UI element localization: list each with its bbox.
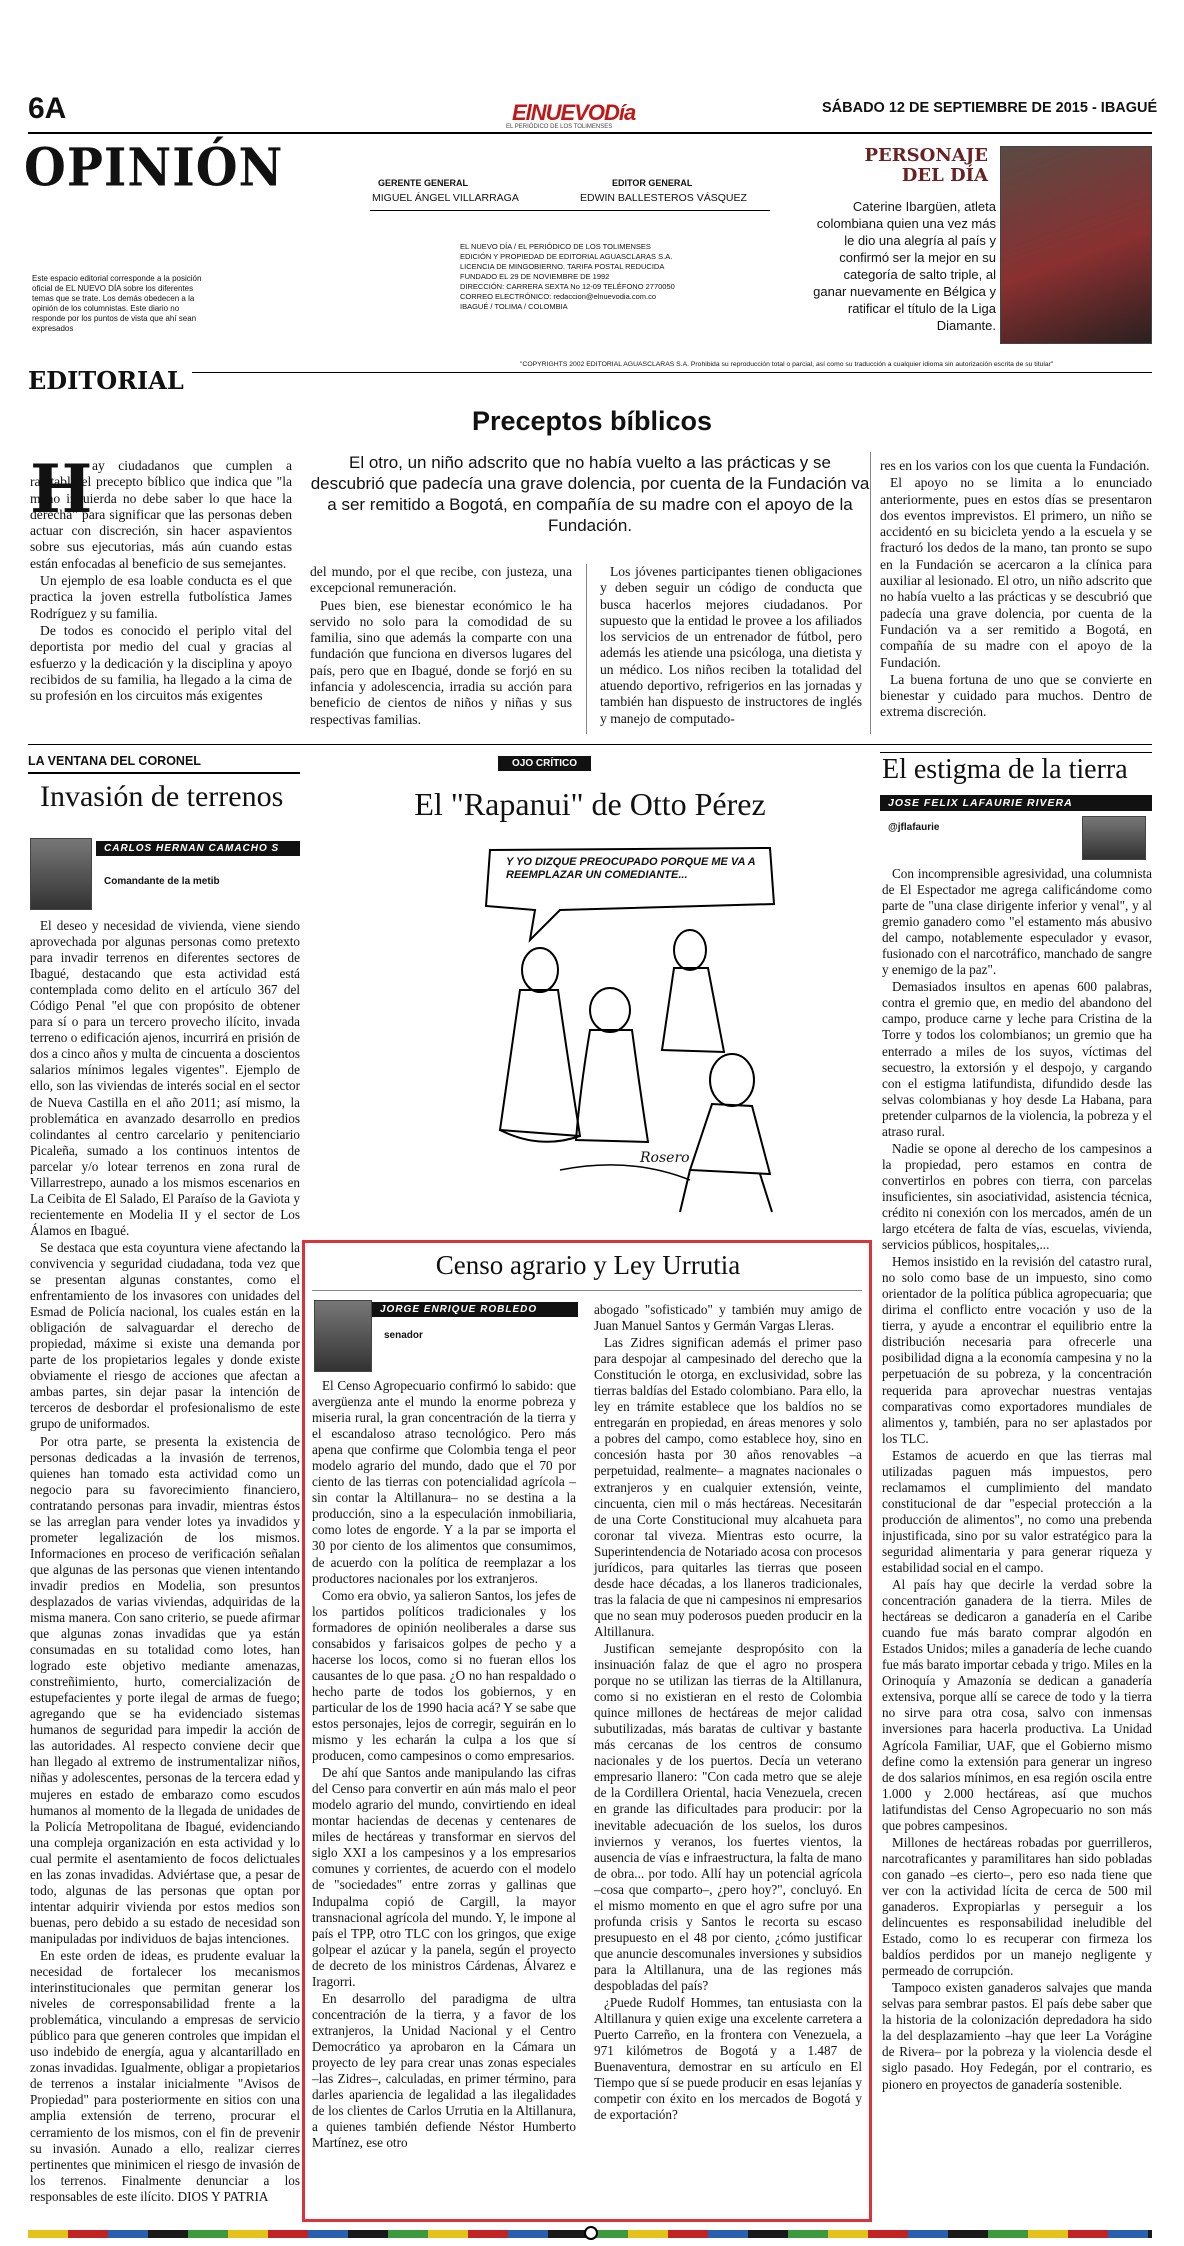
personaje-photo (1000, 146, 1152, 344)
estigma-twitter: @jflafaurie (888, 822, 940, 833)
masthead-gerente-name: MIGUEL ÁNGEL VILLARRAGA (372, 192, 519, 204)
masthead-gerente-label: GERENTE GENERAL (378, 178, 469, 188)
censo-author-photo (314, 1300, 372, 1372)
page-number: 6A (28, 92, 67, 125)
header-rule (28, 132, 1152, 134)
section-title: OPINIÓN (24, 137, 284, 199)
ventana-kicker: LA VENTANA DEL CORONEL (28, 754, 201, 768)
editorial-col-divider (586, 564, 587, 734)
censo-col-2: abogado "sofisticado" y también muy amigo de Juan Manuel Santos y Germán Vargas Lleras. Las Zidres significan además el primer paso para despojar al campesinado del derecho que la Constitución le otorga, en exclusividad, sobre las tierras baldías del Estado colombiano. Para ello, la ley en trámite establece que los baldíos no se entregarán en propiedad, en áreas menores y solo a pobres del campo, como establece hoy, sino en concesión hasta por 30 años renovables –a perpetuidad, realmente– a magnates nacionales o extranjeros y en cualquier extensión, veinte, cincuenta, cien mil o más hectáreas. Necesitarán de una Corte Constitucional muy alcahueta para coronar tal viveza. Mientras esto ocurre, la Superintendencia de Notariado acosa con procesos jurídicos, para quitarles las tierras que poseen desde hace décadas, a los llaneros tradicionales, tras la falacia de que ni campesinos ni empresarios que no sean muy poderosos pueden producir en la Altillanura. Justifican semejante despropósito con la insinuación falaz de que el agro no prospera porque no se utilizan las tierras de la Altillanura, como si no existieran en el resto de Colombia quince millones de hectáreas de mejor calidad subutilizadas, más baratas de cultivar y bastante más cercanas de los centros de consumo nacionales y de los puertos. Decía un veterano empresario llanero: "Con cada metro que se aleje de la Cordillera Oriental, hacia Venezuela, crecen en grande las dificultades para producir: por la inevitable adecuación de los suelos, los duros inviernos y veranos, los fuertes vientos, la ausencia de vías e infraestructura, la falta de mano de obra... por todo. Allí hay un potencial agrícola –cosa que comparto–, ¿pero hoy?", concluyó. En el mismo momento en que el agro sufre por una profunda crisis y Santos le recorta su escaso presupuesto en el 48 por ciento, ¿cómo justificar que anuncie descomunales inversiones y subsidios para la Altillanura, una de las regiones más despobladas del país? ¿Puede Rudolf Hommes, tan entusiasta con la Altillanura y quien exige una excelente carretera a Puerto Carreño, en la frontera con Venezuela, a 971 kilómetros de Bogotá y a 1.487 de Buenaventura, demostrar en su artículo en El Tiempo que sí se puede producir en esas lejanías y competir con éxito en los mercados de Bogotá y de exportación? (594, 1302, 862, 2123)
ventana-author-role: Comandante de la metib (104, 876, 220, 887)
brand-logo: ElNUEVODía (512, 100, 636, 125)
issue-date: SÁBADO 12 DE SEPTIEMBRE DE 2015 - IBAGUÉ (822, 100, 1158, 116)
editorial-col-4: res en los varios con los que cuenta la Fundación. El apoyo no se limita a lo enunciado anteriormente, pues en estos días se presentaron dos eventos imprevistos. El primero, un niño se accidentó en su bicicleta yendo a la escuela y se fracturó los dedos de la mano, tan pronto se supo en la Fundación se acercaron a la clínica para auxiliar al lesionado. El otro, un niño adscrito que no había vuelto a las prácticas y se descubrió que padecía una grave dolencia, por cuenta de la Fundación va a ser remitido a Bogotá, en compañía de su madre con el apoyo de la Fundación. La buena fortuna de uno que se convierte en bienestar y cuidado para muchos. Dentro de extrema discreción. (880, 458, 1152, 720)
editorial-col-divider (870, 452, 871, 734)
editorial-col-2: del mundo, por el que recibe, con justeza, una excepcional remuneración. Pues bien, ese bienestar económico le ha servido no solo para la comodidad de su familia, sino que además la comparte con una fundación que funciona en diversos lugares del país, pero que en Ibagué, donde se forjó en su infancia y adolescencia, irradia su acción para beneficio de cientos de niños y niñas y sus respectivas familias. (310, 564, 572, 727)
editorial-col-1: ay ciudadanos que cumplen a rajatabla el precepto bíblico que indica que "la mano izquierda no debe saber lo que hace la derecha" para significar que las personas deben actuar con discreción, sin hacer aspavientos sobre sus ejecutorias, más aún cuando estas están enfocadas al beneficio de sus semejantes. Un ejemplo de esa loable conducta es el que practica la joven estrella futbolística James Rodríguez y su familia. De todos es conocido el periplo vital del deportista por medio del cual y gracias al esfuerzo y la dedicación y la disciplina y apoyo recibidos de su familia, ha llegado a la cima de su profesión en los circuitos más exigentes (30, 458, 292, 704)
editorial-col-3: Los jóvenes participantes tienen obligaciones y deben seguir un código de conducta que busca hacerlos mejores ciudadanos. Por supuesto que la entidad le provee a los afiliados los servicios de un entrenador de fútbol, pero además les atiende una psicóloga, una dietista y un médico. Los niños reciben la totalidad del atuendo deportivo, refrigerios en las jornadas y también han dispuesto de instructores de inglés y manejo de computado- (600, 564, 862, 726)
censo-author: JORGE ENRIQUE ROBLEDO (372, 1302, 578, 1317)
registration-mark-icon (584, 2226, 598, 2240)
masthead-editor-name: EDWIN BALLESTEROS VÁSQUEZ (580, 192, 747, 204)
editorial-title: Preceptos bíblicos (471, 406, 713, 436)
estigma-title: El estigma de la tierra (882, 754, 1128, 785)
caricatura-title: El "Rapanui" de Otto Pérez (414, 786, 766, 822)
copyright-rule (28, 372, 1152, 373)
estigma-author: JOSE FELIX LAFAURIE RIVERA (880, 795, 1152, 811)
cartoon-drawing (440, 840, 820, 1220)
editorial-disclaimer: Este espacio editorial corresponde a la posición oficial de EL NUEVO DÍA sobre los diferentes temas que se trate. Los demás obedecen a la opinión de los columnistas. Este diario no responde por los puntos de vista que ahí sean expresados (32, 274, 202, 333)
masthead-rule (370, 210, 770, 211)
censo-title: Censo agrario y Ley Urrutia (435, 1250, 741, 1280)
estigma-top-rule (880, 752, 1152, 753)
ventana-author: CARLOS HERNAN CAMACHO S (96, 841, 300, 856)
cartoon (440, 840, 820, 1220)
estigma-body: Con incomprensible agresividad, una columnista de El Espectador me agrega calificándome como parte de "una clase dirigente inferior y venal", y al gremio ganadero como "el estamento más abusivo del campo, notablemente especulador y evasor, fusionado con el narcotráfico, manchado de sangre y enemigo de la paz". Demasiados insultos en apenas 600 palabras, contra el gremio que, en medio del abandono del campo, produce carne y leche para Cristina de la Torre y todos los colombianos; un gremio que ha enterrado a miles de los suyos, víctimas del secuestro, la extorsión y el despojo, y cargando con el estigma latifundista, difundido desde las selvas colombianas y hoy desde La Habana, para pretender culparnos de la violencia, la pobreza y el atraso rural. Nadie se opone al derecho de los campesinos a la propiedad, pero estamos en contra de convertirlos en pobres con tierra, con parcelas insuficientes, sin asociatividad, asistencia técnica, crédito ni conexión con los mercados, amén de un largo etcétera de falta de vías, escuelas, vivienda, servicios públicos, hospitales,... Hemos insistido en la revisión del catastro rural, no solo como base de un impuesto, sino como orientador de la política pública agropecuaria; que dirima el conflicto entre vocación y uso de la tierra, y ayude a encontrar el equilibrio entre la distribución necesaria para ofrecerle una posibilidad digna a la economía campesina y no la perpetuación de su pobreza, y la concentración requerida para aprovechar nuestras ventajas comparativas como exportadores mundiales de alimentos y, también, para no ser aplastados por los TLC. Estamos de acuerdo en que las tierras mal utilizadas paguen más impuestos, pero reclamamos el cumplimiento del mandato constitucional de dar "especial protección a la producción de alimentos", no como una prebenda injustificada, sino por su valor estratégico para la seguridad alimentaria y para generar riqueza y estabilidad social en el campo. Al país hay que decirle la verdad sobre la concentración ganadera de la tierra. Miles de hectáreas se dedicaron a ganadería en el Caribe cuando fue más barato comprar algodón en Estados Unidos; miles a ganadería de leche cuando fue más barato importar cebada y trigo. Miles en la Orinoquía y Amazonía se dedican a ganadería extensiva, porque allí se carece de todo y la tierra no sirve para otra cosa, salvo con inmensas inversiones para hacerla productiva. La Unidad Agrícola Familiar, UAF, que el Gobierno mismo define como la extensión para generar un ingreso de dos salarios mínimos, en esa región oscila entre 1.000 y 2.000 hectáreas, así que muchos latifundistas del Censo Agropecuario no son más que pobres campesinos. Millones de hectáreas robadas por guerrilleros, narcotraficantes y paramilitares han sido pobladas con ganado –es cierto–, pero eso nada tiene que ver con la actividad lícita de cerca de 500 mil ganaderos. Expropiarlas y perseguir a los delincuentes es responsabilidad ineludible del Estado, como lo es recuperar con firmeza los baldíos perdidos por un manejo negligente y permeado de corrupción. Tampoco existen ganaderos salvajes que manda selvas para sembrar pastos. El país debe saber que la historia de la colonización depredadora ha sido la del desplazamiento –hay que leer La Vorágine de Rivera– por la pobreza y la violencia desde el siglo pasado. Hoy Fedegán, por el contrario, es pionero en proyectos de ganadería sostenible. (882, 866, 1152, 2092)
personaje-text: Caterine Ibargüen, atleta colombiana quien una vez más le dio una alegría al país y confirmó ser la mejor en su categoría de salto triple, al ganar nuevamente en Bélgica y ratificar el título de la Liga Diamante. (813, 199, 996, 333)
estigma-author-photo (1082, 816, 1146, 860)
caricatura-kicker: OJO CRÍTICO (498, 756, 591, 771)
masthead-info: EL NUEVO DÍA / EL PERIÓDICO DE LOS TOLIMENSES EDICIÓN Y PROPIEDAD DE EDITORIAL AGUASCLARAS S.A. LICENCIA DE MINGOBIERNO. TARIFA POSTAL REDUCIDA FUNDADO EL 29 DE NOVIEMBRE DE 1992 DIRECCIÓN: CARRERA SEXTA No 12-09 TELÉFONO 2770050 CORREO ELECTRÓNICO: redaccion@elnuevodia.com.co IBAGUÉ / TOLIMA / COLOMBIA (460, 242, 675, 311)
cartoonist-signature: Rosero (640, 1150, 690, 1166)
censo-author-role: senador (384, 1330, 423, 1341)
ventana-title: Invasión de terrenos (40, 780, 284, 813)
cartoon-speech-bubble: Y YO DIZQUE PREOCUPADO PORQUE ME VA A REEMPLAZAR UN COMEDIANTE... (506, 856, 756, 881)
editorial-bottom-rule (28, 744, 1152, 745)
editorial-dropcap: H (30, 450, 93, 528)
copyright-notice: "COPYRIGHTS 2002 EDITORIAL AGUASCLARAS S.A. Prohibida su reproducción total o parcial, así como su traducción a cualquier idioma sin autorización escrita de su titular" (520, 361, 1054, 368)
ventana-body: El deseo y necesidad de vivienda, viene siendo aprovechada por algunas personas como pretexto para invadir terrenos en diferentes sectores de Ibagué, destacando que esta actividad está contemplada como delito en el artículo 367 del Código Penal "el que con propósito de obtener para sí o para un tercero provecho ilícito, invada terreno o edificación ajenos, incurrirá en prisión de dos a cinco años y multa de cincuenta a doscientos salarios mínimos legales vigentes". Ejemplo de ello, son las viviendas de interés social en el sector de Nueva Castilla en el año 2011; así mismo, la problemática en avanzado desarrollo en predios colindantes al centro carcelario y penitenciario Picaleña, sumado a los continuos intentos de parcelar y/o lotear terrenos en zona rural de Villarrestrepo, aunado a los mismos escenarios en La Ceibita de El Salado, El Paraíso de la Gaviota y recientemente en Modelia II y el sector de Los Álamos en Ibagué. Se destaca que esta coyuntura viene afectando la convivencia y seguridad ciudadana, toda vez que se presentan algunas constantes, como el enfrentamiento de los invasores con unidades del Esmad de Policía nacional, los cuales están en la obligación de salvaguardar el derecho de propiedad, máxime si existe una demanda por parte de los propietarios legales y donde existe obviamente el riesgo de acciones que afectan a ambas partes, sin dejar pasar la intención de terceros de desbordar el profesionalismo de este grupo de uniformados. Por otra parte, se presenta la existencia de personas dedicadas a la invasión de terrenos, quienes han tomado esta actividad como un negocio para su favorecimiento financiero, contratando personas para invadir, mientras éstos se las arreglan para vender lotes ya invadidos y prometer legalización de los mismos. Informaciones en proceso de verificación señalan que algunas de las personas que vienen intentando invadir predios en Modelia, son presuntos desplazados de varias viviendas, adquiridas de la misma manera. Con sano criterio, se puede afirmar que algunas zonas invadidas que ya están consumadas en su totalidad como lotes, han logrado este objetivo mediante amenazas, constreñimiento, hurto, comercialización de estupefacientes y porte ilegal de armas de fuego; agregando que se ha evidenciado sistemas humanos de seguridad para impedir la acción de las autoridades. Al respecto conviene decir que han llegado al extremo de instrumentalizar niños, niñas y adolescentes, personas de la tercera edad y mujeres en estado de embarazo como escudos humanos al momento de la llegada de unidades de la Policía Metropolitana de Ibagué, evidenciando una compleja organización en esta actividad y lo cual permite el asentamiento de focos delictuales en las zonas invadidas. Adviértase que, a pesar de todo, algunas de las personas que optan por intentar adquirir vivienda por estos medios son buenas, pero debido a su estado de necesidad son manipuladas por individuos de bajas intenciones. En este orden de ideas, es prudente evaluar la necesidad de fortalecer los mecanismos interinstitucionales que permitan generar los niveles de corresponsabilidad frente a la problemática, vinculando a empresas de servicio público para que generen controles que impidan el uso indebido de energía, agua y alcantarillado en zonas invadidas. Igualmente, obligar a propietarios de terrenos a instalar inicialmente "Avisos de Propiedad" para posteriormente en sitios con una amplia extensión de terreno, procurar el cerramiento de los mismos, con el fin de prevenir su invasión. Aunado a ello, realizar cierres pertinentes que minimicen el riesgo de invasión de los terrenos. Finalmente denunciar a los responsables de este ilícito. DIOS Y PATRIA (30, 918, 300, 2204)
ventana-author-photo (30, 838, 92, 910)
censo-col-1: El Censo Agropecuario confirmó lo sabido: que avergüenza ante el mundo la enorme pobreza y miseria rural, la gran concentración de la tierra y el escandaloso atraso tecnológico. Pero más apena que confirme que Colombia tenga el peor modelo agrario del mundo, dado que el 70 por ciento de las tierras con potencialidad agrícola –sin contar la Altillanura– no se destina a la producción, sino a la especulación inmobiliaria, como lotes de engorde. Y a la par se importa el 30 por ciento de los alimentos que consumimos, de acuerdo con la política de reemplazar a los productores nacionales por los extranjeros. Como era obvio, ya salieron Santos, los jefes de los partidos políticos tradicionales y los formadores de opinión neoliberales a darse sus consabidos y farisaicos golpes de pecho y a hacerse los locos, como si no fueran ellos los causantes de lo que pasa. ¿O no han respaldado o hecho parte de todos los gobiernos, y en particular de los de 1990 hacia acá? Y se sabe que estos personajes, lejos de corregir, seguirán en lo mismo y les echarán la culpa a los que sí producen, como campesinos o como empresarios. De ahí que Santos ande manipulando las cifras del Censo para convertir en aún más malo el peor modelo agrario del mundo, convirtiendo en ideal montar haciendas de decenas y centenares de miles de hectáreas y transformar en siervos del siglo XXI a los campesinos y a los empresarios comunes y corrientes, de acuerdo con el modelo de "sociedades" entre zorras y gallinas que Indupalma copió de Cargill, la mayor transnacional agrícola del mundo. Y, le impone al país el TPP, otro TLC con los gringos, que exige golpear el azúcar y la panela, según el proyecto de decreto de los ministros Cárdenas, Álvarez e Iragorri. En desarrollo del paradigma de ultra concentración de la tierra, y a favor de los extranjeros, la Unidad Nacional y el Centro Democrático ya aprobaron en la Cámara un proyecto de ley para crear unas zonas especiales –las Zidres–, calculadas, en primer término, para darles apariencia de legalidad a las ilegalidades de los clientes de Carlos Urrutia en la Altillanura, a quienes también defiende Néstor Humberto Martínez, ese otro (312, 1378, 576, 2151)
ventana-rule (28, 772, 300, 774)
personaje-title: PERSONAJE DEL DÍA (864, 145, 988, 186)
censo-title-rule (312, 1290, 862, 1291)
masthead-editor-label: EDITOR GENERAL (612, 178, 693, 188)
editorial-lead: El otro, un niño adscrito que no había vuelto a las prácticas y se descubrió que padecía una grave dolencia, por cuenta de la Fundación va a ser remitido a Bogotá, en compañía de su madre con el apoyo de la Fundación. (310, 453, 870, 535)
editorial-label: EDITORIAL (28, 366, 192, 395)
brand-tagline: EL PERIÓDICO DE LOS TOLIMENSES (506, 124, 613, 130)
